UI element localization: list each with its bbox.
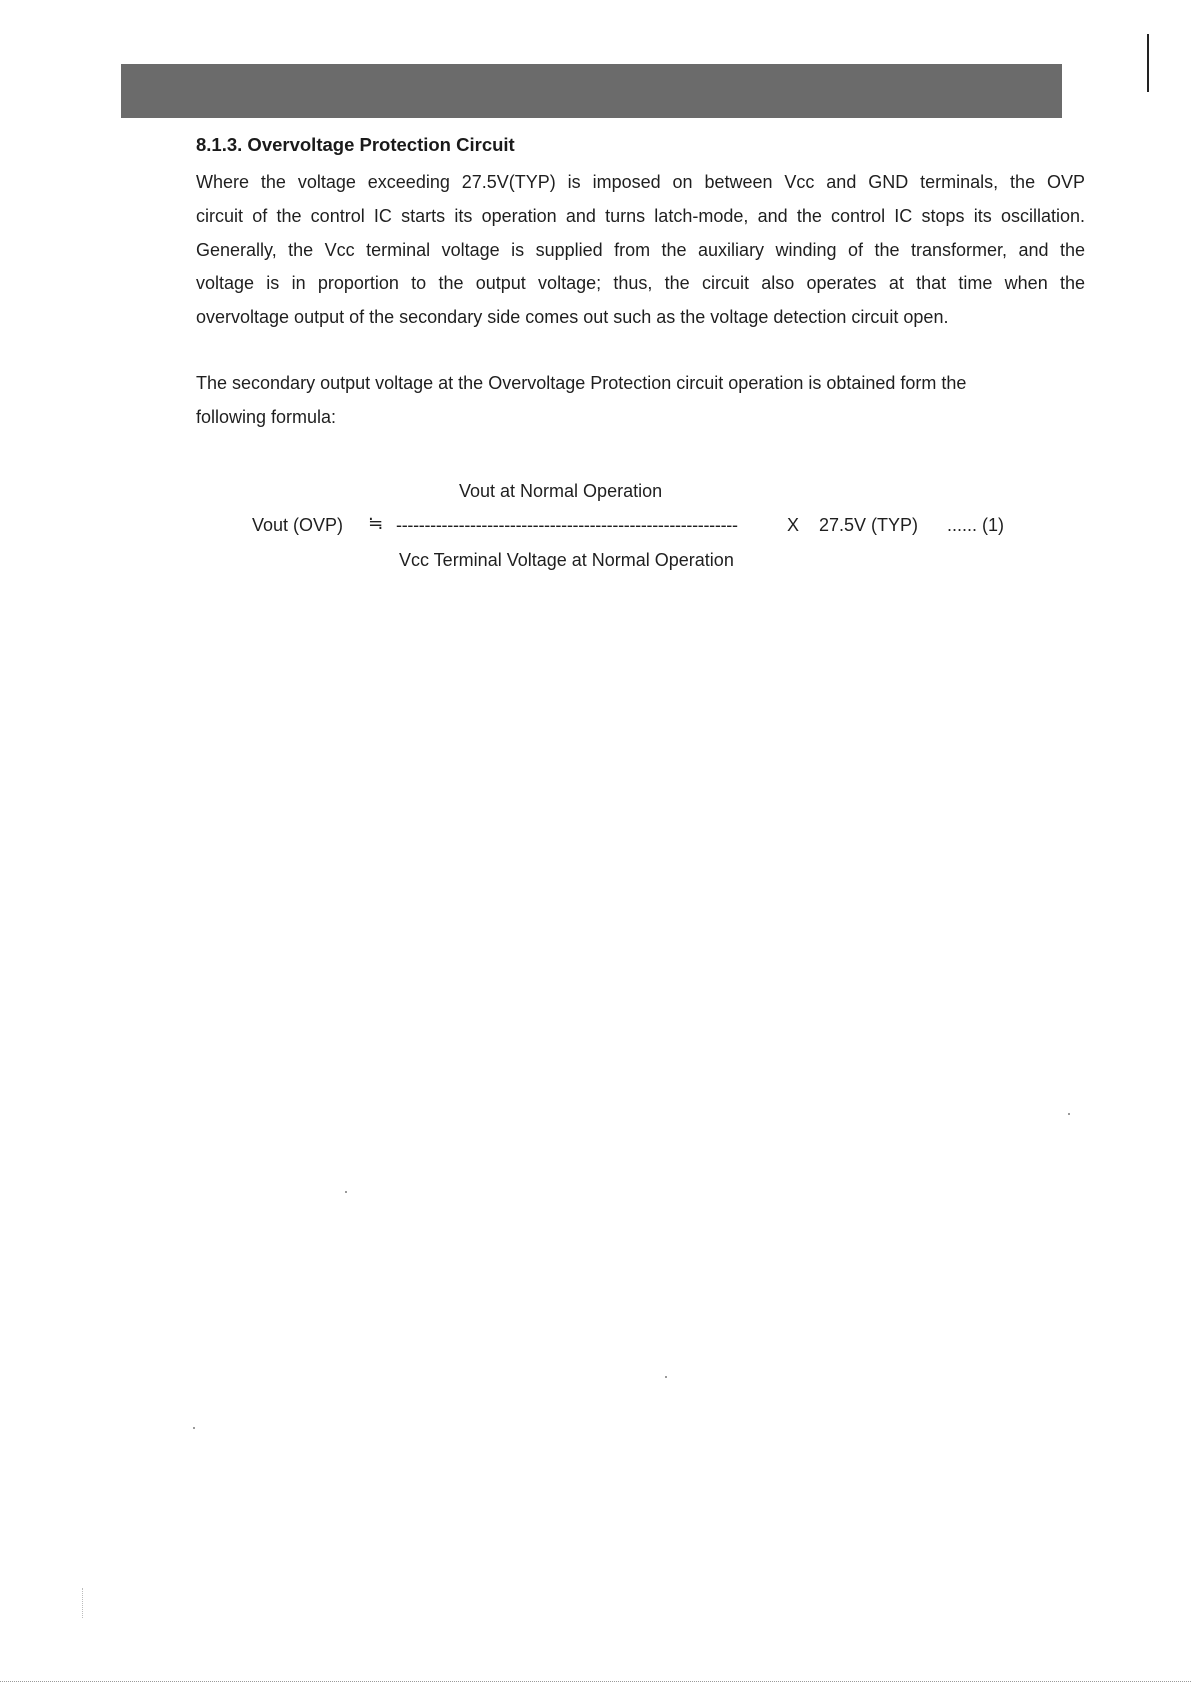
scan-speck [1068, 1113, 1070, 1115]
section-title: 8.1.3. Overvoltage Protection Circuit [196, 134, 515, 155]
formula-operator: X [787, 515, 800, 535]
text-line: circuit of the control IC starts its operation and turns latch-mode, and the control IC stops its oscillation. [196, 205, 1085, 226]
paragraph-formula-intro [196, 367, 1085, 435]
text-line: Where the voltage exceeding 27.5V(TYP) is imposed on between Vcc and GND terminals, the OVP [196, 172, 1085, 192]
scan-mark [82, 1588, 84, 1618]
page-bottom-edge [0, 1681, 1191, 1683]
text-line: The secondary output voltage at the Overvoltage Protection circuit operation is obtained form the [196, 373, 967, 393]
scan-speck [665, 1376, 667, 1378]
text-line: overvoltage output of the secondary side comes out such as the voltage detection circuit open. [196, 307, 949, 328]
scan-speck [193, 1427, 195, 1429]
formula-numerator: Vout at Normal Operation [459, 481, 663, 501]
text-line: voltage is in proportion to the output voltage; thus, the circuit also operates at that time when the [196, 273, 1085, 294]
formula-denominator: Vcc Terminal Voltage at Normal Operation [399, 550, 734, 570]
header-bar [121, 64, 1062, 118]
equation-number: ...... (1) [947, 515, 1005, 535]
ovp-formula [0, 478, 1191, 578]
page-edge-mark [1147, 34, 1149, 92]
formula-constant: 27.5V (TYP) [819, 515, 919, 535]
text-line: Generally, the Vcc terminal voltage is supplied from the auxiliary winding of the transformer, and the [196, 239, 1085, 260]
paragraph-ovp-description [196, 166, 1085, 335]
formula-lhs: Vout (OVP) [252, 515, 344, 535]
text-line: following formula: [196, 406, 337, 427]
scan-speck [345, 1191, 347, 1193]
approx-equal-symbol: ≒ [368, 513, 384, 533]
formula-fraction-line: ------------------------------------------------------------ [396, 515, 738, 535]
